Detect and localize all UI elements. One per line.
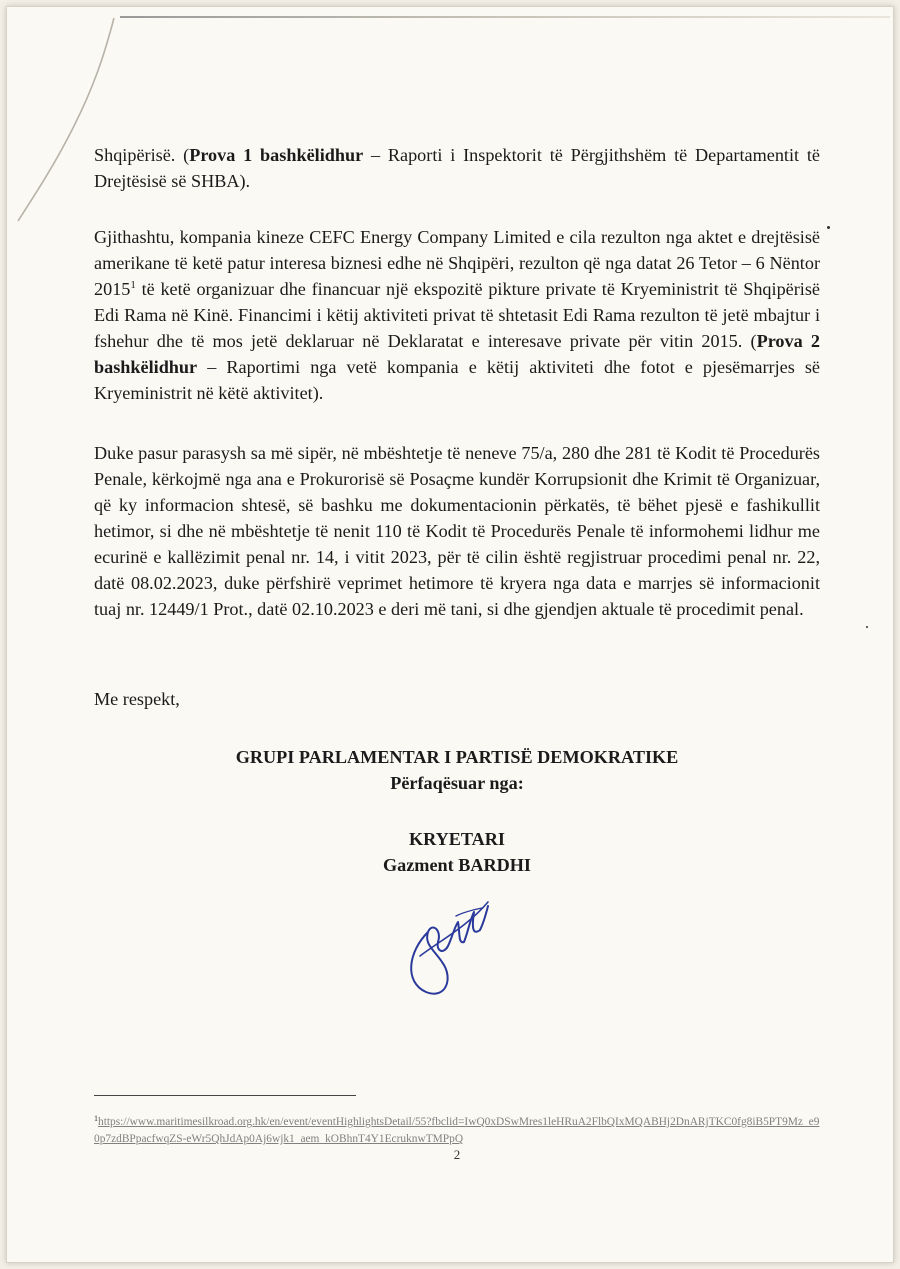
evidence-2-label: Prova 2 bashkëlidhur (94, 331, 820, 377)
footnote-link[interactable]: https://www.maritimesilkroad.org.hk/en/event/eventHighlightsDetail/55?fbclid=IwQ0xDSwMres1leHRuA2FlbQIxMQABHj2DnARjTKC0fg8iB5PT9Mz_e90p7zdBPpacfwqZS-eWr5QhJdAp0Aj6wjk1_aem_kOBhnT4Y1EcruknwTMPpQ (94, 1116, 820, 1145)
page-number: 2 (453, 1147, 461, 1162)
footnote-separator (94, 1095, 356, 1096)
signatory-chair (94, 826, 820, 878)
chair-title: KRYETARI (408, 829, 506, 849)
top-scan-line (120, 16, 890, 18)
scan-speck (827, 226, 830, 229)
paragraph-evidence-1 (94, 142, 820, 194)
signatory-party (94, 744, 820, 796)
scan-speck (866, 626, 868, 628)
chair-name: Gazment BARDHI (382, 855, 531, 875)
footnote-ref[interactable]: 1 (130, 279, 136, 291)
para2-text-mid: të ketë organizuar dhe financuar një ekspozitë pikture private të Kryeministrit të Shqipërisë Edi Rama në Kinë. Financimi i këtij aktiviteti privat të shtetasit Edi Rama rezulton të jetë mbajtur i fshehur dhe të mos jetë deklaruar në Deklaratat e interesave private për vitin 2015. ( (94, 279, 820, 351)
party-name: GRUPI PARLAMENTAR I PARTISË DEMOKRATIKE (235, 747, 679, 767)
footnote-number: 1 (94, 1114, 98, 1123)
closing-salutation: Me respekt, (94, 689, 180, 709)
footnote (94, 1114, 824, 1148)
para2-text-end: – Raportimi nga vetë kompania e këtij aktiviteti dhe fotot e pjesëmarrjes së Kryeministrit në këtë aktivitet). (94, 357, 820, 403)
paragraph-request: Duke pasur parasysh sa më sipër, në mbështetje të neneve 75/a, 280 dhe 281 të Kodit të Procedurës Penale, kërkojmë nga ana e Prokurorisë së Posaçme kundër Korrupsionit dhe Krimit të Organizuar, që ky informacion shtesë, së bashku me dokumentacionin përkatës, të bëhet pjesë e fashikullit hetimor, si dhe në mbështetje të nenit 110 të Kodit të Procedurës Penale të informohemi lidhur me ecurinë e kallëzimit penal nr. 14, i vitit 2023, për të cilin është regjistruar procedimi penal nr. 22, datë 08.02.2023, duke përfshirë veprimet hetimore të kryera nga data e marrjes së informacionit tuaj nr. 12449/1 Prot., datë 02.10.2023 e deri më tani, si dhe gjendjen aktuale të procedimit penal. (94, 443, 820, 619)
scan-edge-mark (14, 16, 124, 226)
paragraph-cefc (94, 224, 820, 406)
para1-text-end: – Raporti i Inspektorit të Përgjithshëm të Departamentit të Drejtësisë së SHBA). (94, 145, 821, 191)
evidence-1-label: Prova 1 bashkëlidhur (189, 145, 364, 165)
handwritten-signature (398, 892, 490, 1000)
represented-by: Përfaqësuar nga: (390, 773, 524, 793)
para2-text-start: Gjithashtu, kompania kineze CEFC Energy Company Limited e cila rezulton nga aktet e drejtësisë amerikane të ketë patur interesa biznesi edhe në Shqipëri, rezulton që nga datat 26 Tetor – 6 Nëntor 2015 (94, 227, 820, 299)
para1-text-start: Shqipërisë. ( (94, 145, 190, 165)
page-frame (6, 6, 894, 1263)
